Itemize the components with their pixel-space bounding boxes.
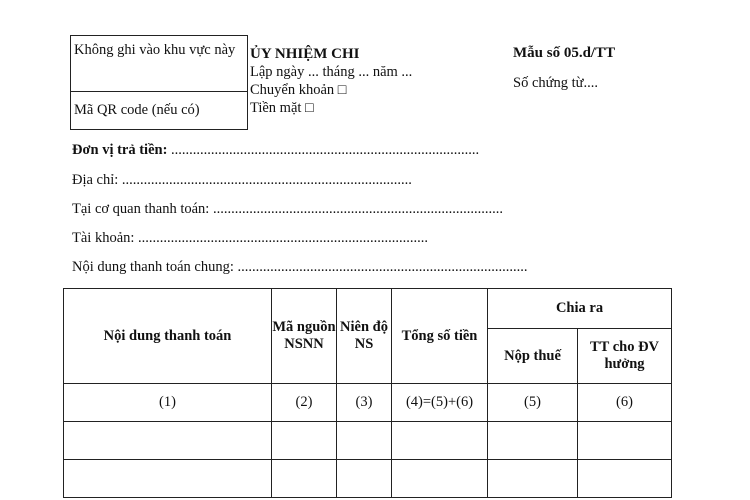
payer-dots: ..................................................................................... [167,142,480,158]
header-total: Tổng số tiền [392,289,488,384]
document-title: ỦY NHIỆM CHI [250,46,360,62]
address-line: Địa chỉ: ................................................................................ [72,172,412,188]
table-cell [64,460,272,498]
payment-table [63,288,672,498]
reserved-area-note: Không ghi vào khu vực này [71,36,247,92]
form-number: Mẫu số 05.d/TT [513,45,616,61]
payer-label: Đơn vị trả tiền: [72,142,168,158]
table-cell [488,422,578,460]
table-cell [337,460,392,498]
treasury-line: Tại cơ quan thanh toán: ................................................................................ [72,201,503,217]
content-line: Nội dung thanh toán chung: ................................................................................ [72,259,528,275]
voucher-number: Số chứng từ.... [513,75,598,91]
index-row [64,384,672,422]
table-cell [578,422,672,460]
header-year: Niên độ NS [337,289,392,384]
header-content: Nội dung thanh toán [64,289,272,384]
table-row [64,422,672,460]
header-split: Chia ra [488,289,672,329]
qr-code-label: Mã QR code (nếu có) [74,102,200,118]
header-beneficiary: TT cho ĐV hưởng [578,329,672,384]
table-cell [272,460,337,498]
transfer-option: Chuyển khoản □ [250,82,347,98]
table-cell [578,460,672,498]
index-cell: (5) [488,384,578,422]
index-cell: (1) [64,384,272,422]
header-source: Mã nguồn NSNN [272,289,337,384]
table-row [64,460,672,498]
index-cell: (2) [272,384,337,422]
cash-option: Tiền mặt □ [250,100,314,116]
account-line: Tài khoản: ................................................................................ [72,230,429,246]
date-line: Lập ngày ... tháng ... năm ... [250,64,413,80]
table-cell [392,460,488,498]
index-cell: (3) [337,384,392,422]
payer-line [72,142,479,159]
reserved-area-box [70,35,248,130]
table-cell [337,422,392,460]
index-cell: (6) [578,384,672,422]
header-block [250,45,412,117]
header-tax: Nộp thuế [488,329,578,384]
index-cell: (4)=(5)+(6) [392,384,488,422]
table-cell [64,422,272,460]
table-cell [272,422,337,460]
table-cell [392,422,488,460]
table-cell [488,460,578,498]
